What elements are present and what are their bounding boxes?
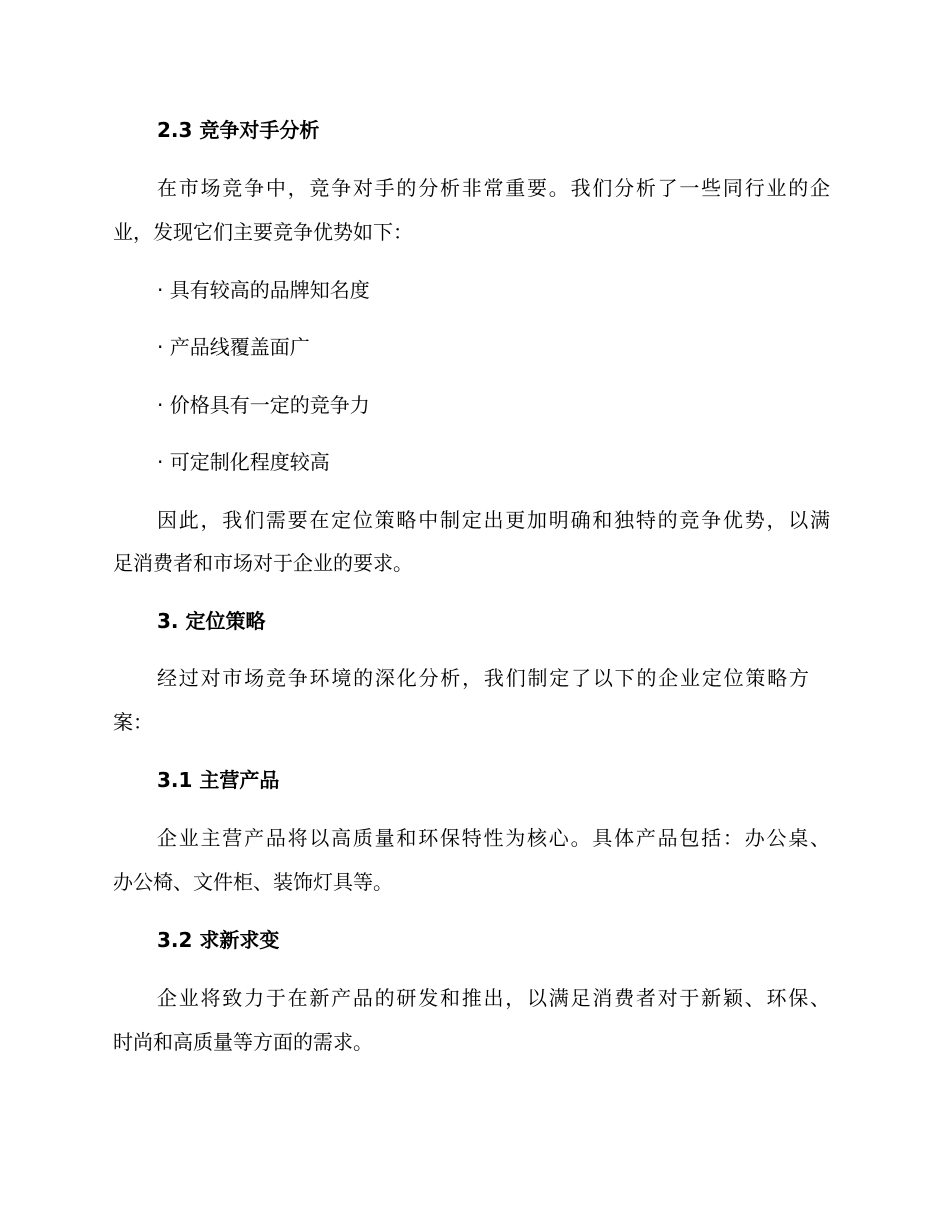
section-3-heading: 3. 定位策略: [157, 609, 266, 633]
section-2-3-conclusion-line-2: 足消费者和市场对于企业的要求。: [113, 551, 413, 575]
competitor-advantage-item-3: · 价格具有一定的竞争力: [157, 393, 370, 417]
section-2-3-conclusion-line-1: 因此，我们需要在定位策略中制定出更加明确和独特的竞争优势，以满: [157, 508, 830, 532]
section-3-1-body-line-2: 办公椅、文件柜、装饰灯具等。: [113, 870, 393, 894]
section-2-3-heading: 2.3 竞争对手分析: [157, 118, 320, 142]
competitor-advantage-item-4: · 可定制化程度较高: [157, 450, 330, 474]
section-3-1-heading: 3.1 主营产品: [157, 768, 280, 792]
competitor-advantage-item-2: · 产品线覆盖面广: [157, 335, 310, 359]
section-3-2-body-line-1: 企业将致力于在新产品的研发和推出，以满足消费者对于新颖、环保、: [157, 986, 830, 1010]
section-3-2-heading: 3.2 求新求变: [157, 928, 280, 952]
section-3-2-body-line-2: 时尚和高质量等方面的需求。: [113, 1030, 373, 1054]
section-2-3-intro-line-2: 业，发现它们主要竞争优势如下：: [113, 220, 413, 244]
section-3-intro-line-1: 经过对市场竞争环境的深化分析，我们制定了以下的企业定位策略方: [157, 666, 809, 690]
section-3-intro-line-2: 案：: [113, 710, 153, 734]
section-2-3-intro-line-1: 在市场竞争中，竞争对手的分析非常重要。我们分析了一些同行业的企: [157, 176, 830, 200]
competitor-advantage-item-1: · 具有较高的品牌知名度: [157, 278, 370, 302]
section-3-1-body-line-1: 企业主营产品将以高质量和环保特性为核心。具体产品包括：办公桌、: [157, 826, 830, 850]
